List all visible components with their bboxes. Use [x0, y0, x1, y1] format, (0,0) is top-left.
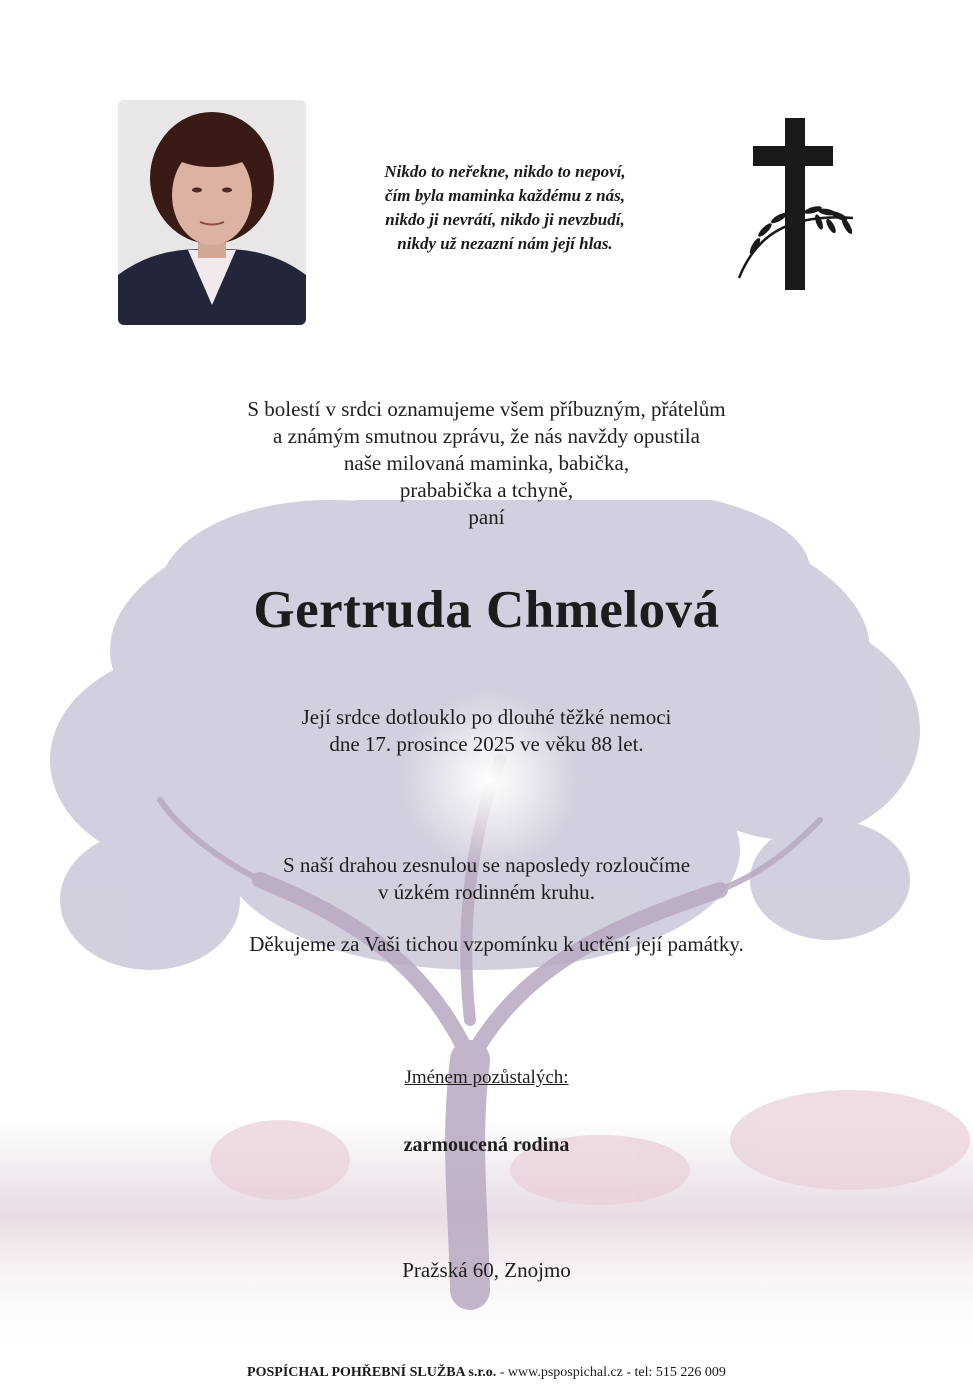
announcement-line: S bolestí v srdci oznamujeme všem příbuzným, přátelům	[247, 397, 726, 421]
footer-contact: - www.pspospichal.cz - tel: 515 226 009	[496, 1365, 726, 1380]
farewell-line: v úzkém rodinném kruhu.	[378, 880, 595, 904]
poem	[340, 160, 670, 256]
cross-with-branch-icon	[735, 118, 860, 290]
farewell-text	[0, 852, 973, 906]
address: Pražská 60, Znojmo	[402, 1258, 571, 1282]
deceased-name: Gertruda Chmelová	[253, 581, 720, 639]
thanks-text: Děkujeme za Vaši tichou vzpomínku k uctění její památky.	[249, 932, 744, 956]
death-info-line: Její srdce dotlouklo po dlouhé těžké nemoci	[301, 705, 672, 729]
portrait-photo	[118, 100, 306, 325]
on-behalf-label	[0, 1066, 973, 1090]
farewell-line: S naší drahou zesnulou se naposledy rozloučíme	[282, 853, 691, 877]
family-signature: zarmoucená rodina	[403, 1134, 570, 1156]
announcement-line: prababička a tchyně,	[399, 478, 574, 502]
death-info	[0, 704, 973, 758]
poem-line: čím byla maminka každému z nás,	[385, 186, 625, 205]
poem-line: Nikdo to neřekne, nikdo to nepoví,	[384, 162, 626, 181]
announcement-line: naše milovaná maminka, babička,	[343, 451, 630, 475]
on-behalf-text: Jménem pozůstalých:	[404, 1067, 569, 1088]
announcement-line: paní	[468, 505, 505, 529]
death-info-line: dne 17. prosince 2025 ve věku 88 let.	[329, 732, 644, 756]
announcement-text	[0, 396, 973, 531]
announcement-line: a známým smutnou zprávu, že nás navždy opustila	[273, 424, 700, 448]
footer	[0, 1365, 973, 1381]
poem-line: nikdo ji nevrátí, nikdo ji nevzbudí,	[385, 210, 625, 229]
poem-line: nikdy už nezazní nám její hlas.	[397, 234, 613, 253]
footer-company: POSPÍCHAL POHŘEBNÍ SLUŽBA s.r.o.	[247, 1365, 497, 1380]
